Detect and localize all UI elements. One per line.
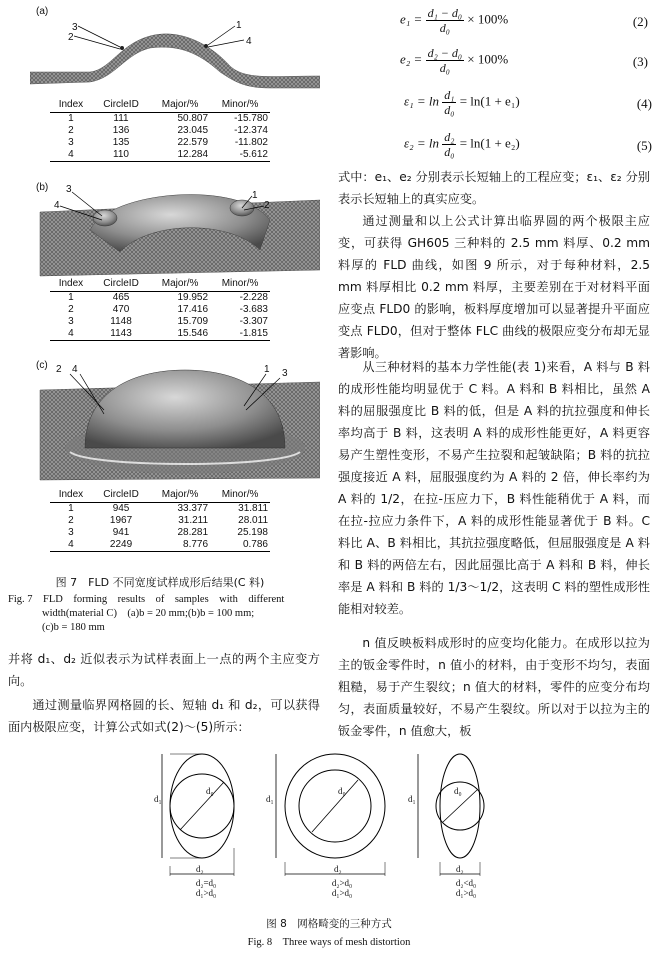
cond-line: d₂>d₀ — [331, 878, 353, 888]
col-header: CircleID — [92, 277, 150, 292]
fig7-caption-cn: 图 7 FLD 不同宽度试样成形后结果(C 料) — [55, 576, 265, 589]
callout-2: 2 — [68, 32, 74, 43]
caption-line: Fig. 7 FLD forming results of samples with different — [8, 594, 285, 605]
cell: 136 — [112, 125, 130, 136]
condition-1 — [186, 878, 226, 898]
col-header: Minor/% — [210, 98, 270, 113]
cond-line: d₂<d₀ — [455, 878, 477, 888]
eq-rhs: = ln(1 + e₁) — [459, 93, 520, 109]
cell: 0.786 — [210, 539, 270, 552]
col-header: Major/% — [150, 98, 210, 113]
fig7-caption-en — [8, 593, 320, 635]
cell: 111 — [113, 113, 129, 124]
table-row — [50, 316, 270, 328]
distortion-case-3 — [418, 754, 484, 876]
eq-lhs: e₂ = — [400, 51, 423, 67]
point-marker — [204, 44, 208, 48]
callout-4: 4 — [246, 36, 252, 47]
eq-number: (2) — [632, 14, 648, 29]
eq-fraction — [442, 88, 456, 117]
cell: 12.284 — [150, 149, 210, 162]
cell: -3.683 — [239, 304, 268, 315]
caption-line: width(material C) (a)b = 20 mm;(b)b = 100 mm; — [42, 608, 255, 619]
left-paragraph-1: 并将 d₁、d₂ 近似表示为试样表面上一点的两个主应变方向。 — [8, 652, 320, 688]
panel-c-label: (c) — [36, 360, 48, 371]
cell: 31.811 — [238, 503, 268, 514]
cell: 1 — [68, 503, 74, 514]
cell: -15.780 — [234, 113, 268, 124]
eq-fraction — [426, 46, 464, 75]
col-header: Index — [50, 488, 92, 503]
table-row — [50, 527, 270, 539]
left-paragraph-2: 通过测量临界网格圆的长、短轴 d₁ 和 d₂，可以获得面内极限应变，计算公式如式(2)～(5)所示： — [8, 698, 320, 734]
cell: 465 — [112, 292, 130, 303]
cell: -3.307 — [239, 316, 268, 327]
table-row — [50, 304, 270, 316]
cell: -2.228 — [239, 292, 268, 303]
col-header: Major/% — [150, 488, 210, 503]
cell: -11.802 — [234, 137, 268, 148]
eq-fraction — [442, 130, 456, 159]
eq-numerator: d₂ − d₀ — [427, 46, 463, 60]
eq-denominator: d₀ — [444, 145, 455, 159]
label-d2: d₂ — [196, 864, 204, 874]
callout-2: 2 — [264, 200, 270, 211]
cell: 135 — [112, 137, 130, 148]
eq-denominator: d₀ — [444, 103, 455, 117]
cell: 4 — [50, 149, 92, 162]
table-header-row — [50, 277, 270, 292]
cond-line: d₂=d₀ — [195, 878, 217, 888]
right-paragraph-3: n 值反映板料成形时的应变均化能力。在成形以拉为主的钣金零件时，n 值小的材料，由于变形不均匀，表面粗糙，易于产生裂纹；n 值大的材料，零件的应变分布均匀，表面质量较好，不易产生裂纹。所以对于以拉为主的钣金零件，n 值愈大，板 — [338, 636, 650, 738]
callout-2: 2 — [56, 364, 62, 375]
col-header: Minor/% — [210, 488, 270, 503]
panel-c-image — [30, 360, 320, 484]
col-header: Major/% — [150, 277, 210, 292]
equation-5 — [404, 130, 652, 162]
cell: 8.776 — [150, 539, 210, 552]
col-header: Index — [50, 277, 92, 292]
cond-line: d₁>d₀ — [195, 888, 217, 898]
panel-b-image — [30, 180, 320, 280]
callout-1: 1 — [252, 190, 258, 201]
cell: 1967 — [109, 515, 133, 526]
cell: -1.815 — [210, 328, 270, 341]
cell: 2249 — [92, 539, 150, 552]
label-d0: d₀ — [454, 786, 462, 796]
eq-denominator: d₀ — [439, 61, 450, 75]
cell: 4 — [50, 328, 92, 341]
cell: 23.045 — [177, 125, 209, 136]
col-header: CircleID — [92, 98, 150, 113]
table-row — [50, 515, 270, 527]
cond-line: d₁>d₀ — [455, 888, 477, 898]
cell: 50.807 — [177, 113, 209, 124]
cell: 22.579 — [177, 137, 209, 148]
table-row — [50, 292, 270, 305]
col-header: Minor/% — [210, 277, 270, 292]
cell: 1148 — [110, 316, 132, 327]
eq-lhs: e₁ = — [400, 11, 423, 27]
cell: 945 — [112, 503, 130, 514]
cell: 4 — [50, 539, 92, 552]
table-row — [50, 125, 270, 137]
right-paragraph-1: 通过测量和以上公式计算出临界圆的两个极限主应变，可获得 GH605 三种料的 2.5 mm 料厚、0.2 mm 料厚的 FLD 曲线，如图 9 所示，对于每种材料，2.5 mm 料厚相比 0.2 mm 料厚，主要差别在于对材料平面应变点 FLD0 的影响，板料厚度增加可以显著提升平面应变点 FLD0，但对于整体 FLC 曲线的极限应变分布却无显著影响。 — [338, 214, 650, 360]
callout-1: 1 — [236, 20, 242, 31]
label-d0: d₀ — [338, 786, 346, 796]
cell: 2 — [68, 125, 74, 136]
callout-4: 4 — [54, 200, 60, 211]
panel-a-table — [50, 98, 270, 162]
label-d0: d₀ — [206, 786, 214, 796]
point-marker — [120, 46, 124, 50]
distortion-case-1 — [162, 754, 234, 876]
cell: 3 — [68, 137, 74, 148]
table-row — [50, 113, 270, 126]
eq-rhs: × 100% — [467, 51, 509, 67]
cell: 941 — [112, 527, 130, 538]
cell: 33.377 — [177, 503, 209, 514]
table-row — [50, 328, 270, 341]
eq-denominator: d₀ — [439, 21, 450, 35]
condition-2 — [322, 878, 362, 898]
label-d1: d₁ — [266, 794, 274, 804]
eq-fraction — [426, 6, 464, 35]
panel-c-table — [50, 488, 270, 552]
cell: 15.709 — [177, 316, 209, 327]
eq-numerator: d₁ — [444, 88, 455, 102]
caption-line: (c)b = 180 mm — [42, 622, 105, 633]
equation-3 — [400, 46, 648, 78]
table-row — [50, 503, 270, 516]
eq-lhs: ε₁ = ln — [404, 93, 440, 109]
eq-numerator: d₂ — [444, 130, 455, 144]
panel-b-table — [50, 277, 270, 341]
callout-3: 3 — [72, 22, 78, 33]
cell: 31.211 — [178, 515, 209, 526]
table-header-row — [50, 488, 270, 503]
cell: 25.198 — [237, 527, 268, 538]
col-header: CircleID — [92, 488, 150, 503]
cell: -12.374 — [234, 125, 268, 136]
cell: 3 — [68, 316, 74, 327]
cell: 2 — [68, 304, 74, 315]
callout-1: 1 — [264, 364, 270, 375]
eq-number: (3) — [632, 54, 648, 69]
distortion-case-2 — [276, 754, 385, 876]
eq-lhs: ε₂ = ln — [404, 135, 440, 151]
label-d1: d₁ — [408, 794, 416, 804]
cell: 110 — [92, 149, 150, 162]
callout-4: 4 — [72, 364, 78, 375]
eq-number: (5) — [636, 138, 652, 153]
cell: 1143 — [92, 328, 150, 341]
callout-3: 3 — [282, 368, 288, 379]
table-row — [50, 149, 270, 162]
cond-line: d₁>d₀ — [331, 888, 353, 898]
table-header-row — [50, 98, 270, 113]
eq-rhs: = ln(1 + e₂) — [459, 135, 520, 151]
right-paragraph-0: 式中：e₁、e₂ 分别表示长短轴上的工程应变；ε₁、ε₂ 分别表示长短轴上的真实应变。 — [338, 170, 650, 206]
cell: 2 — [68, 515, 74, 526]
panel-a-label: (a) — [36, 6, 49, 17]
cell: 15.546 — [150, 328, 210, 341]
cell: 1 — [68, 292, 74, 303]
fig8-caption-cn: 图 8 网格畸变的三种方式 — [266, 918, 392, 930]
cell: 3 — [68, 527, 74, 538]
eq-numerator: d₁ − d₀ — [427, 6, 463, 20]
cell: 28.011 — [238, 515, 268, 526]
eq-rhs: × 100% — [467, 11, 509, 27]
panel-b-label: (b) — [36, 182, 49, 193]
cell: 17.416 — [177, 304, 209, 315]
label-d2: d₂ — [456, 864, 464, 874]
table-row — [50, 539, 270, 552]
label-d2: d₂ — [334, 864, 342, 874]
label-d1: d₁ — [154, 794, 162, 804]
equation-2 — [400, 6, 648, 38]
callout-3: 3 — [66, 184, 72, 195]
col-header: Index — [50, 98, 92, 113]
cell: 470 — [112, 304, 130, 315]
cell: -5.612 — [210, 149, 270, 162]
fig8-caption-en: Fig. 8 Three ways of mesh distortion — [247, 937, 411, 948]
cell: 28.281 — [177, 527, 209, 538]
right-paragraph-2: 从三种材料的基本力学性能(表 1)来看，A 料与 B 料的成形性能均明显优于 C 料。A 料和 B 料相比，虽然 A 料的屈服强度比 B 料的低，但是 A 料的抗拉强度和伸长率均高于 B 料，这表明 A 料的成形性能更好，A 料更容易产生塑性变形，不易产生拉裂和起皱缺陷；B 料的抗拉强度接近 A 料，屈服强度约为 A 料的 2 倍，伸长率约为 A 料的 1/2，在拉-压应力下，B 料性能稍优于 A 料，而在拉-拉应力条件下，A 料的成形性能显著优于 B 料。C 料比 A、B 料相比，其抗拉强度略低，但屈服强度是 A 料和 B 料的两倍左右，因此屈强比高于 A 料和 B 料，伸长率是 A 料和 B 料的 1/3～1/2，这表明 C 料的塑性成形性能相对较差。 — [338, 360, 650, 616]
condition-3 — [446, 878, 486, 898]
table-row — [50, 137, 270, 149]
equation-4 — [404, 88, 652, 120]
cell: 1 — [68, 113, 74, 124]
eq-number: (4) — [636, 96, 652, 111]
cell: 19.952 — [177, 292, 209, 303]
